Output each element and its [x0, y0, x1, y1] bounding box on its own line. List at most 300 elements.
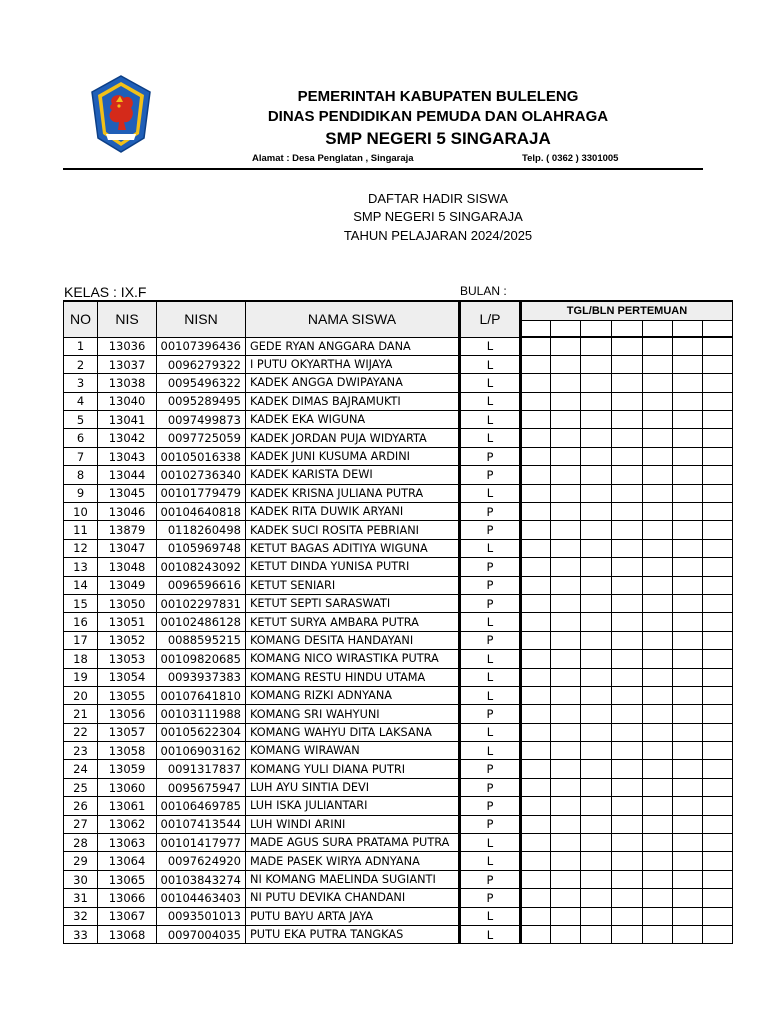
table-row	[64, 466, 733, 484]
attendance-cell[interactable]	[643, 834, 673, 852]
table-row	[64, 539, 733, 557]
attendance-cell[interactable]	[612, 834, 643, 852]
attendance-cell[interactable]	[521, 834, 551, 852]
attendance-cell[interactable]	[703, 484, 733, 502]
attendance-cell[interactable]	[673, 392, 703, 410]
attendance-cell[interactable]	[612, 852, 643, 870]
date-cell[interactable]	[643, 320, 673, 337]
attendance-cell[interactable]	[581, 907, 612, 925]
attendance-cell[interactable]	[612, 870, 643, 888]
attendance-cell[interactable]	[643, 466, 673, 484]
attendance-cell[interactable]	[643, 355, 673, 373]
attendance-cell[interactable]	[643, 686, 673, 704]
attendance-cell[interactable]	[612, 631, 643, 649]
attendance-cell[interactable]	[673, 742, 703, 760]
attendance-cell[interactable]	[581, 742, 612, 760]
date-cell[interactable]	[521, 320, 551, 337]
attendance-cell[interactable]	[612, 411, 643, 429]
attendance-cell[interactable]	[581, 429, 612, 447]
table-row	[64, 650, 733, 668]
attendance-cell[interactable]	[521, 723, 551, 741]
attendance-cell[interactable]	[673, 834, 703, 852]
attendance-cell[interactable]	[521, 815, 551, 833]
attendance-cell[interactable]	[551, 392, 581, 410]
attendance-cell[interactable]	[643, 926, 673, 944]
attendance-cell[interactable]	[581, 834, 612, 852]
attendance-cell[interactable]	[612, 447, 643, 465]
attendance-cell[interactable]	[703, 797, 733, 815]
row-nis: 13063	[98, 834, 157, 852]
attendance-cell[interactable]	[643, 742, 673, 760]
attendance-cell[interactable]	[643, 889, 673, 907]
attendance-cell[interactable]	[643, 668, 673, 686]
attendance-cell[interactable]	[703, 613, 733, 631]
attendance-cell[interactable]	[673, 466, 703, 484]
attendance-cell[interactable]	[551, 429, 581, 447]
attendance-cell[interactable]	[521, 926, 551, 944]
row-nis: 13040	[98, 392, 157, 410]
attendance-cell[interactable]	[673, 558, 703, 576]
attendance-cell[interactable]	[703, 392, 733, 410]
row-no: 2	[64, 355, 98, 373]
attendance-cell[interactable]	[551, 778, 581, 796]
attendance-cell[interactable]	[551, 576, 581, 594]
row-nama: LUH AYU SINTIA DEVI	[246, 778, 460, 796]
attendance-cell[interactable]	[551, 374, 581, 392]
attendance-cell[interactable]	[673, 355, 703, 373]
row-nis: 13056	[98, 705, 157, 723]
attendance-cell[interactable]	[612, 392, 643, 410]
attendance-cell[interactable]	[703, 374, 733, 392]
attendance-cell[interactable]	[673, 337, 703, 355]
attendance-cell[interactable]	[673, 650, 703, 668]
attendance-cell[interactable]	[521, 760, 551, 778]
attendance-cell[interactable]	[551, 466, 581, 484]
attendance-cell[interactable]	[521, 539, 551, 557]
table-row	[64, 337, 733, 355]
attendance-cell[interactable]	[612, 889, 643, 907]
attendance-cell[interactable]	[551, 686, 581, 704]
row-lp: P	[460, 631, 521, 649]
attendance-cell[interactable]	[673, 723, 703, 741]
row-nama: KADEK ANGGA DWIPAYANA	[246, 374, 460, 392]
attendance-cell[interactable]	[673, 686, 703, 704]
attendance-cell[interactable]	[703, 870, 733, 888]
row-no: 4	[64, 392, 98, 410]
attendance-cell[interactable]	[612, 355, 643, 373]
attendance-cell[interactable]	[521, 907, 551, 925]
row-nis: 13058	[98, 742, 157, 760]
attendance-cell[interactable]	[581, 576, 612, 594]
attendance-cell[interactable]	[551, 594, 581, 612]
attendance-cell[interactable]	[612, 558, 643, 576]
attendance-cell[interactable]	[673, 797, 703, 815]
attendance-cell[interactable]	[551, 705, 581, 723]
attendance-cell[interactable]	[673, 613, 703, 631]
attendance-cell[interactable]	[612, 374, 643, 392]
attendance-cell[interactable]	[612, 686, 643, 704]
attendance-cell[interactable]	[521, 668, 551, 686]
col-header-lp: L/P	[460, 301, 521, 337]
attendance-cell[interactable]	[673, 447, 703, 465]
attendance-cell[interactable]	[703, 723, 733, 741]
row-no: 32	[64, 907, 98, 925]
attendance-cell[interactable]	[703, 926, 733, 944]
attendance-cell[interactable]	[612, 907, 643, 925]
table-row	[64, 870, 733, 888]
attendance-cell[interactable]	[581, 392, 612, 410]
attendance-cell[interactable]	[581, 337, 612, 355]
attendance-cell[interactable]	[551, 539, 581, 557]
attendance-cell[interactable]	[703, 742, 733, 760]
row-no: 15	[64, 594, 98, 612]
attendance-cell[interactable]	[703, 337, 733, 355]
attendance-cell[interactable]	[612, 613, 643, 631]
attendance-cell[interactable]	[703, 466, 733, 484]
row-lp: L	[460, 686, 521, 704]
attendance-cell[interactable]	[521, 889, 551, 907]
row-nisn: 00103843274	[157, 870, 246, 888]
attendance-cell[interactable]	[521, 631, 551, 649]
attendance-cell[interactable]	[703, 760, 733, 778]
attendance-cell[interactable]	[551, 355, 581, 373]
row-nis: 13061	[98, 797, 157, 815]
attendance-cell[interactable]	[703, 576, 733, 594]
row-lp: L	[460, 650, 521, 668]
attendance-cell[interactable]	[612, 594, 643, 612]
attendance-cell[interactable]	[643, 484, 673, 502]
attendance-cell[interactable]	[612, 926, 643, 944]
attendance-cell[interactable]	[581, 723, 612, 741]
attendance-cell[interactable]	[581, 484, 612, 502]
row-nisn: 0093937383	[157, 668, 246, 686]
attendance-cell[interactable]	[643, 705, 673, 723]
attendance-cell[interactable]	[703, 355, 733, 373]
attendance-cell[interactable]	[551, 447, 581, 465]
attendance-cell[interactable]	[581, 411, 612, 429]
attendance-cell[interactable]	[703, 411, 733, 429]
attendance-cell[interactable]	[673, 503, 703, 521]
date-cell[interactable]	[551, 320, 581, 337]
row-nis: 13041	[98, 411, 157, 429]
attendance-cell[interactable]	[673, 594, 703, 612]
attendance-cell[interactable]	[703, 539, 733, 557]
attendance-cell[interactable]	[703, 778, 733, 796]
attendance-cell[interactable]	[612, 576, 643, 594]
attendance-cell[interactable]	[643, 907, 673, 925]
attendance-cell[interactable]	[643, 852, 673, 870]
attendance-cell[interactable]	[521, 429, 551, 447]
attendance-cell[interactable]	[521, 576, 551, 594]
date-cell[interactable]	[673, 320, 703, 337]
attendance-cell[interactable]	[581, 355, 612, 373]
attendance-cell[interactable]	[703, 631, 733, 649]
attendance-cell[interactable]	[551, 631, 581, 649]
row-nis: 13044	[98, 466, 157, 484]
table-row	[64, 742, 733, 760]
row-nama: MADE AGUS SURA PRATAMA PUTRA	[246, 834, 460, 852]
row-nisn: 00101417977	[157, 834, 246, 852]
attendance-cell[interactable]	[521, 337, 551, 355]
attendance-cell[interactable]	[673, 668, 703, 686]
row-nisn: 0096279322	[157, 355, 246, 373]
attendance-cell[interactable]	[673, 484, 703, 502]
date-cell[interactable]	[581, 320, 612, 337]
date-cell[interactable]	[703, 320, 733, 337]
attendance-cell[interactable]	[581, 926, 612, 944]
attendance-cell[interactable]	[581, 466, 612, 484]
attendance-cell[interactable]	[703, 521, 733, 539]
row-no: 17	[64, 631, 98, 649]
attendance-cell[interactable]	[612, 760, 643, 778]
date-cell[interactable]	[612, 320, 643, 337]
attendance-cell[interactable]	[581, 650, 612, 668]
attendance-cell[interactable]	[673, 429, 703, 447]
attendance-cell[interactable]	[521, 355, 551, 373]
attendance-cell[interactable]	[581, 760, 612, 778]
table-row	[64, 631, 733, 649]
row-nis: 13065	[98, 870, 157, 888]
attendance-cell[interactable]	[521, 447, 551, 465]
attendance-cell[interactable]	[703, 594, 733, 612]
attendance-cell[interactable]	[581, 521, 612, 539]
attendance-cell[interactable]	[703, 429, 733, 447]
row-nama: KADEK JUNI KUSUMA ARDINI	[246, 447, 460, 465]
attendance-cell[interactable]	[643, 503, 673, 521]
attendance-cell[interactable]	[612, 815, 643, 833]
attendance-cell[interactable]	[551, 907, 581, 925]
attendance-cell[interactable]	[612, 484, 643, 502]
row-nama: NI KOMANG MAELINDA SUGIANTI	[246, 870, 460, 888]
attendance-cell[interactable]	[673, 815, 703, 833]
row-nisn: 0097499873	[157, 411, 246, 429]
attendance-cell[interactable]	[643, 613, 673, 631]
attendance-cell[interactable]	[643, 337, 673, 355]
attendance-cell[interactable]	[673, 411, 703, 429]
attendance-cell[interactable]	[521, 742, 551, 760]
attendance-cell[interactable]	[521, 411, 551, 429]
attendance-cell[interactable]	[521, 705, 551, 723]
attendance-cell[interactable]	[673, 852, 703, 870]
attendance-cell[interactable]	[703, 447, 733, 465]
row-nisn: 0118260498	[157, 521, 246, 539]
attendance-cell[interactable]	[551, 411, 581, 429]
attendance-cell[interactable]	[581, 870, 612, 888]
attendance-cell[interactable]	[673, 870, 703, 888]
attendance-cell[interactable]	[581, 594, 612, 612]
attendance-cell[interactable]	[643, 594, 673, 612]
attendance-cell[interactable]	[551, 760, 581, 778]
attendance-cell[interactable]	[551, 613, 581, 631]
attendance-cell[interactable]	[612, 797, 643, 815]
attendance-cell[interactable]	[521, 870, 551, 888]
attendance-cell[interactable]	[673, 907, 703, 925]
attendance-cell[interactable]	[521, 392, 551, 410]
attendance-cell[interactable]	[643, 576, 673, 594]
attendance-cell[interactable]	[643, 815, 673, 833]
attendance-cell[interactable]	[521, 374, 551, 392]
attendance-cell[interactable]	[581, 613, 612, 631]
row-nis: 13060	[98, 778, 157, 796]
attendance-cell[interactable]	[643, 778, 673, 796]
attendance-cell[interactable]	[521, 503, 551, 521]
row-lp: L	[460, 337, 521, 355]
attendance-cell[interactable]	[643, 870, 673, 888]
row-lp: P	[460, 594, 521, 612]
attendance-cell[interactable]	[521, 650, 551, 668]
row-nis: 13057	[98, 723, 157, 741]
attendance-cell[interactable]	[521, 613, 551, 631]
attendance-cell[interactable]	[581, 852, 612, 870]
row-nama: KOMANG DESITA HANDAYANI	[246, 631, 460, 649]
row-nama: KOMANG RIZKI ADNYANA	[246, 686, 460, 704]
row-nama: KOMANG WIRAWAN	[246, 742, 460, 760]
row-nis: 13062	[98, 815, 157, 833]
attendance-cell[interactable]	[673, 889, 703, 907]
attendance-cell[interactable]	[643, 521, 673, 539]
row-nama: KETUT BAGAS ADITIYA WIGUNA	[246, 539, 460, 557]
attendance-cell[interactable]	[581, 778, 612, 796]
attendance-cell[interactable]	[551, 484, 581, 502]
header-government: PEMERINTAH KABUPATEN BULELENG	[297, 88, 579, 105]
attendance-cell[interactable]	[581, 705, 612, 723]
row-nisn: 00102736340	[157, 466, 246, 484]
attendance-cell[interactable]	[551, 797, 581, 815]
attendance-cell[interactable]	[643, 558, 673, 576]
attendance-cell[interactable]	[643, 392, 673, 410]
attendance-cell[interactable]	[551, 723, 581, 741]
attendance-cell[interactable]	[612, 521, 643, 539]
row-nama: KOMANG YULI DIANA PUTRI	[246, 760, 460, 778]
attendance-cell[interactable]	[703, 834, 733, 852]
attendance-cell[interactable]	[612, 668, 643, 686]
attendance-cell[interactable]	[703, 503, 733, 521]
attendance-cell[interactable]	[551, 889, 581, 907]
attendance-cell[interactable]	[643, 631, 673, 649]
attendance-cell[interactable]	[551, 503, 581, 521]
row-lp: P	[460, 521, 521, 539]
attendance-cell[interactable]	[703, 650, 733, 668]
attendance-cell[interactable]	[643, 447, 673, 465]
attendance-cell[interactable]	[551, 521, 581, 539]
attendance-cell[interactable]	[581, 797, 612, 815]
attendance-cell[interactable]	[673, 576, 703, 594]
row-nisn: 00103111988	[157, 705, 246, 723]
attendance-cell[interactable]	[612, 337, 643, 355]
attendance-cell[interactable]	[521, 778, 551, 796]
table-row	[64, 705, 733, 723]
attendance-cell[interactable]	[551, 650, 581, 668]
row-lp: L	[460, 539, 521, 557]
attendance-cell[interactable]	[612, 539, 643, 557]
attendance-cell[interactable]	[703, 889, 733, 907]
row-no: 13	[64, 558, 98, 576]
attendance-cell[interactable]	[703, 558, 733, 576]
attendance-cell[interactable]	[703, 907, 733, 925]
attendance-cell[interactable]	[521, 484, 551, 502]
attendance-cell[interactable]	[673, 521, 703, 539]
attendance-cell[interactable]	[612, 742, 643, 760]
attendance-cell[interactable]	[551, 815, 581, 833]
attendance-cell[interactable]	[673, 631, 703, 649]
attendance-cell[interactable]	[581, 668, 612, 686]
attendance-cell[interactable]	[643, 429, 673, 447]
attendance-cell[interactable]	[673, 705, 703, 723]
attendance-cell[interactable]	[551, 558, 581, 576]
attendance-cell[interactable]	[612, 705, 643, 723]
row-no: 14	[64, 576, 98, 594]
attendance-cell[interactable]	[581, 539, 612, 557]
row-nama: KADEK DIMAS BAJRAMUKTI	[246, 392, 460, 410]
attendance-cell[interactable]	[612, 778, 643, 796]
attendance-cell[interactable]	[551, 926, 581, 944]
attendance-cell[interactable]	[521, 686, 551, 704]
attendance-cell[interactable]	[521, 521, 551, 539]
attendance-cell[interactable]	[581, 889, 612, 907]
attendance-cell[interactable]	[673, 539, 703, 557]
attendance-cell[interactable]	[581, 447, 612, 465]
attendance-cell[interactable]	[703, 852, 733, 870]
attendance-cell[interactable]	[643, 539, 673, 557]
attendance-cell[interactable]	[703, 668, 733, 686]
attendance-cell[interactable]	[643, 797, 673, 815]
attendance-cell[interactable]	[551, 668, 581, 686]
attendance-cell[interactable]	[673, 760, 703, 778]
row-lp: L	[460, 613, 521, 631]
row-no: 16	[64, 613, 98, 631]
table-row	[64, 889, 733, 907]
attendance-cell[interactable]	[673, 374, 703, 392]
attendance-cell[interactable]	[581, 815, 612, 833]
attendance-cell[interactable]	[581, 374, 612, 392]
attendance-cell[interactable]	[521, 594, 551, 612]
attendance-cell[interactable]	[612, 503, 643, 521]
attendance-cell[interactable]	[643, 760, 673, 778]
row-lp: P	[460, 558, 521, 576]
attendance-cell[interactable]	[551, 834, 581, 852]
attendance-cell[interactable]	[612, 650, 643, 668]
attendance-cell[interactable]	[703, 815, 733, 833]
attendance-cell[interactable]	[521, 797, 551, 815]
attendance-cell[interactable]	[643, 411, 673, 429]
row-nama: KOMANG SRI WAHYUNI	[246, 705, 460, 723]
attendance-cell[interactable]	[581, 686, 612, 704]
attendance-cell[interactable]	[643, 374, 673, 392]
class-label: KELAS : IX.F	[64, 284, 147, 300]
attendance-cell[interactable]	[581, 631, 612, 649]
attendance-cell[interactable]	[643, 650, 673, 668]
attendance-cell[interactable]	[612, 723, 643, 741]
attendance-cell[interactable]	[521, 466, 551, 484]
attendance-cell[interactable]	[673, 778, 703, 796]
attendance-cell[interactable]	[703, 686, 733, 704]
attendance-cell[interactable]	[581, 558, 612, 576]
attendance-cell[interactable]	[551, 337, 581, 355]
attendance-cell[interactable]	[673, 926, 703, 944]
attendance-cell[interactable]	[551, 852, 581, 870]
attendance-cell[interactable]	[643, 723, 673, 741]
table-row	[64, 355, 733, 373]
attendance-cell[interactable]	[521, 558, 551, 576]
attendance-cell[interactable]	[612, 429, 643, 447]
attendance-cell[interactable]	[521, 852, 551, 870]
attendance-cell[interactable]	[703, 705, 733, 723]
attendance-cell[interactable]	[612, 466, 643, 484]
row-nama: KADEK RITA DUWIK ARYANI	[246, 503, 460, 521]
attendance-cell[interactable]	[581, 503, 612, 521]
attendance-cell[interactable]	[551, 870, 581, 888]
attendance-cell[interactable]	[551, 742, 581, 760]
